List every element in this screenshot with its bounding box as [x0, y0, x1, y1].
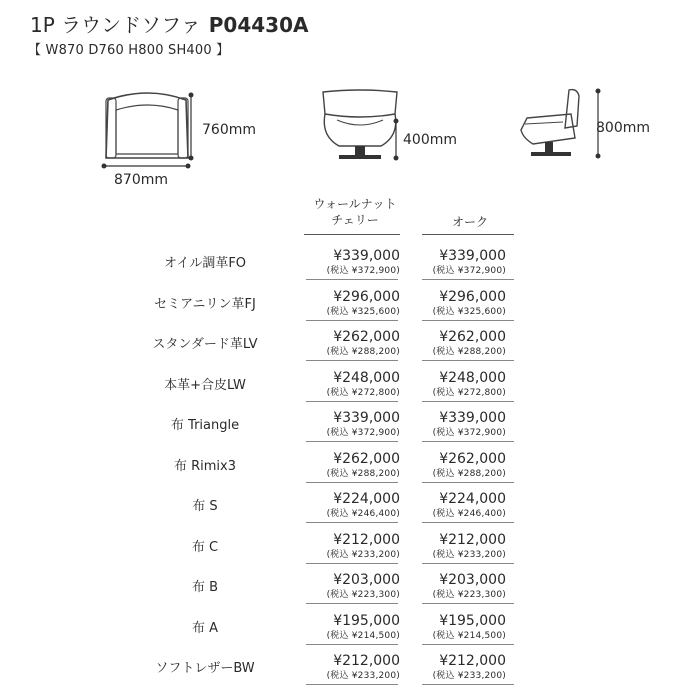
- price-including-tax: (税込 ¥288,200): [326, 469, 400, 479]
- row-divider-oak: [422, 401, 514, 402]
- product-code: P04430A: [208, 13, 309, 37]
- seat-height-dimension-line: [391, 118, 401, 162]
- price-excluding-tax: ¥339,000: [333, 410, 400, 426]
- price-excluding-tax: ¥262,000: [333, 451, 400, 467]
- price-cell-oak: [386, 451, 506, 480]
- row-label: 布 B: [191, 580, 219, 595]
- price-cell-walnut: [280, 248, 400, 277]
- price-excluding-tax: ¥262,000: [333, 329, 400, 345]
- side-view-diagram: [515, 84, 589, 162]
- row-label: 布 S: [192, 499, 218, 514]
- price-cell-walnut: [280, 329, 400, 358]
- price-cell-oak: [386, 532, 506, 561]
- price-including-tax: (税込 ¥223,300): [326, 590, 400, 600]
- row-label: 布 Triangle: [170, 418, 240, 433]
- column-header-divider-walnut: [304, 234, 400, 235]
- row-divider-oak: [422, 563, 514, 564]
- price-excluding-tax: ¥248,000: [439, 370, 506, 386]
- price-including-tax: (税込 ¥272,800): [326, 388, 400, 398]
- price-cell-walnut: [280, 653, 400, 682]
- price-cell-oak: [386, 329, 506, 358]
- price-cell-walnut: [280, 451, 400, 480]
- price-excluding-tax: ¥224,000: [333, 491, 400, 507]
- price-including-tax: (税込 ¥325,600): [326, 307, 400, 317]
- price-cell-walnut: [280, 370, 400, 399]
- price-cell-oak: [386, 248, 506, 277]
- price-including-tax: (税込 ¥233,200): [326, 671, 400, 681]
- row-label: スタンダード革LV: [152, 337, 258, 352]
- price-cell-walnut: [280, 410, 400, 439]
- price-including-tax: (税込 ¥372,900): [432, 428, 506, 438]
- price-excluding-tax: ¥262,000: [439, 451, 506, 467]
- column-header-oak: オーク: [451, 215, 488, 229]
- seat-height-label: 400mm: [403, 132, 457, 148]
- price-including-tax: (税込 ¥372,900): [326, 428, 400, 438]
- row-divider-walnut: [306, 320, 398, 321]
- price-excluding-tax: ¥262,000: [439, 329, 506, 345]
- price-including-tax: (税込 ¥233,200): [432, 671, 506, 681]
- row-divider-oak: [422, 522, 514, 523]
- row-divider-walnut: [306, 441, 398, 442]
- row-divider-oak: [422, 279, 514, 280]
- price-including-tax: (税込 ¥288,200): [432, 347, 506, 357]
- price-excluding-tax: ¥212,000: [333, 653, 400, 669]
- column-header-divider-oak: [422, 234, 514, 235]
- row-divider-walnut: [306, 603, 398, 604]
- price-including-tax: (税込 ¥372,900): [326, 266, 400, 276]
- row-label: 本革+合皮LW: [164, 378, 246, 393]
- price-excluding-tax: ¥296,000: [439, 289, 506, 305]
- price-including-tax: (税込 ¥288,200): [326, 347, 400, 357]
- row-label: ソフトレザーBW: [155, 661, 255, 676]
- row-divider-oak: [422, 482, 514, 483]
- price-cell-oak: [386, 289, 506, 318]
- height-label: 800mm: [596, 120, 650, 136]
- price-excluding-tax: ¥224,000: [439, 491, 506, 507]
- top-view-diagram: [98, 88, 198, 170]
- price-cell-oak: [386, 572, 506, 601]
- row-label: セミアニリン革FJ: [154, 297, 256, 312]
- row-divider-walnut: [306, 522, 398, 523]
- row-label: オイル調革FO: [163, 256, 247, 271]
- price-including-tax: (税込 ¥246,400): [432, 509, 506, 519]
- column-header-cherry: チェリー: [331, 213, 379, 227]
- price-cell-oak: [386, 370, 506, 399]
- price-cell-oak: [386, 613, 506, 642]
- product-dimensions: 【 W870 D760 H800 SH400 】: [28, 43, 230, 58]
- row-divider-walnut: [306, 401, 398, 402]
- depth-dimension-line: [186, 92, 196, 162]
- price-cell-walnut: [280, 613, 400, 642]
- price-excluding-tax: ¥212,000: [439, 653, 506, 669]
- row-divider-walnut: [306, 360, 398, 361]
- row-divider-oak: [422, 644, 514, 645]
- row-divider-walnut: [306, 644, 398, 645]
- row-label: 布 Rimix3: [173, 459, 237, 474]
- product-title: [30, 12, 308, 38]
- price-excluding-tax: ¥195,000: [439, 613, 506, 629]
- price-cell-oak: [386, 410, 506, 439]
- price-including-tax: (税込 ¥214,500): [432, 631, 506, 641]
- price-excluding-tax: ¥248,000: [333, 370, 400, 386]
- row-divider-oak: [422, 320, 514, 321]
- price-cell-oak: [386, 491, 506, 520]
- column-header-walnut: ウォールナット: [313, 197, 397, 211]
- price-cell-oak: [386, 653, 506, 682]
- price-excluding-tax: ¥339,000: [333, 248, 400, 264]
- price-excluding-tax: ¥296,000: [333, 289, 400, 305]
- row-label: 布 C: [191, 540, 219, 555]
- price-including-tax: (税込 ¥325,600): [432, 307, 506, 317]
- row-divider-walnut: [306, 482, 398, 483]
- product-name: 1P ラウンドソファ: [30, 13, 201, 37]
- price-including-tax: (税込 ¥233,200): [432, 550, 506, 560]
- depth-label: 760mm: [202, 122, 256, 138]
- row-divider-walnut: [306, 684, 398, 685]
- price-excluding-tax: ¥339,000: [439, 410, 506, 426]
- price-cell-walnut: [280, 532, 400, 561]
- price-excluding-tax: ¥212,000: [439, 532, 506, 548]
- price-including-tax: (税込 ¥288,200): [432, 469, 506, 479]
- price-including-tax: (税込 ¥372,900): [432, 266, 506, 276]
- row-divider-oak: [422, 684, 514, 685]
- row-divider-oak: [422, 603, 514, 604]
- row-label: 布 A: [191, 621, 219, 636]
- price-including-tax: (税込 ¥223,300): [432, 590, 506, 600]
- price-excluding-tax: ¥212,000: [333, 532, 400, 548]
- row-divider-walnut: [306, 279, 398, 280]
- width-label: 870mm: [114, 172, 168, 188]
- row-divider-oak: [422, 441, 514, 442]
- price-including-tax: (税込 ¥233,200): [326, 550, 400, 560]
- row-divider-walnut: [306, 563, 398, 564]
- price-including-tax: (税込 ¥214,500): [326, 631, 400, 641]
- price-including-tax: (税込 ¥246,400): [326, 509, 400, 519]
- price-cell-walnut: [280, 491, 400, 520]
- row-divider-oak: [422, 360, 514, 361]
- price-cell-walnut: [280, 572, 400, 601]
- width-dimension-line: [100, 160, 194, 172]
- price-excluding-tax: ¥195,000: [333, 613, 400, 629]
- column-header-walnut-cherry: [300, 196, 410, 228]
- price-excluding-tax: ¥203,000: [439, 572, 506, 588]
- price-excluding-tax: ¥203,000: [333, 572, 400, 588]
- price-including-tax: (税込 ¥272,800): [432, 388, 506, 398]
- price-cell-walnut: [280, 289, 400, 318]
- price-excluding-tax: ¥339,000: [439, 248, 506, 264]
